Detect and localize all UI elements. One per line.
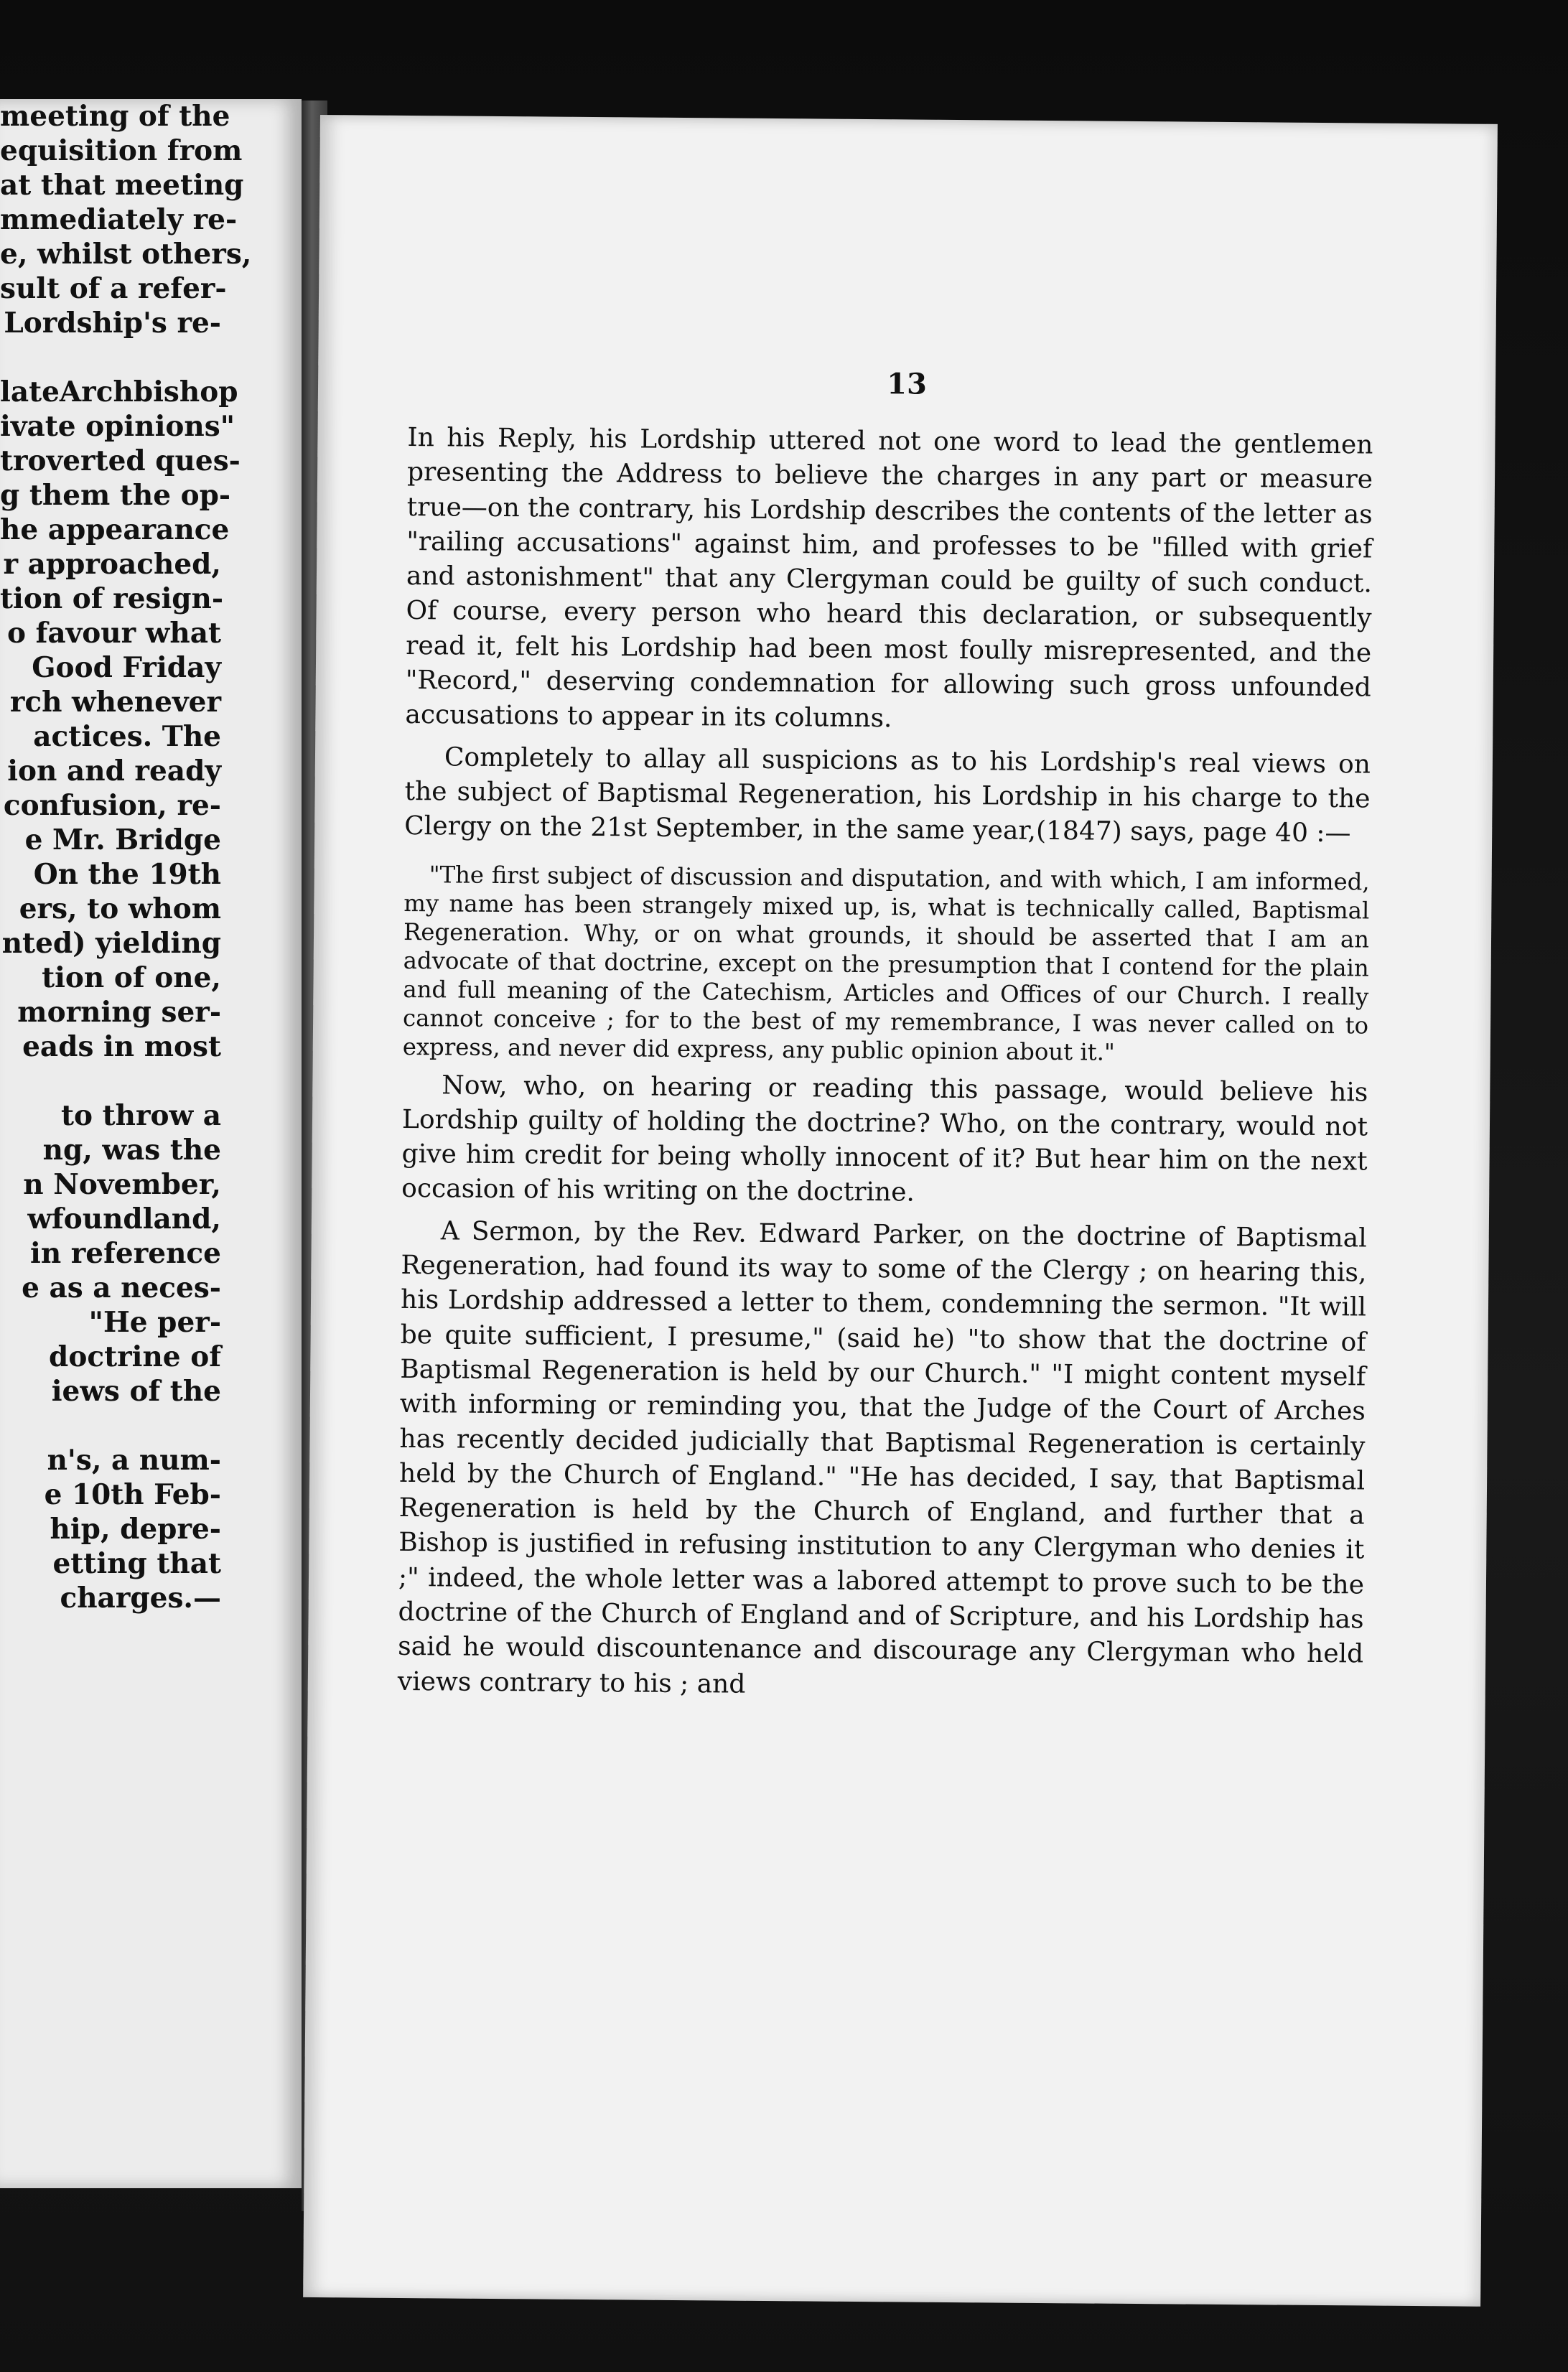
right-page <box>303 115 1498 2307</box>
left-fragment: tion of one, <box>42 961 221 994</box>
left-page <box>0 99 302 2188</box>
left-fragment: hip, depre- <box>50 1513 221 1546</box>
left-fragment: in reference <box>30 1237 221 1270</box>
left-fragment: eads in most <box>22 1030 221 1063</box>
left-fragment: Good Friday <box>32 651 221 684</box>
left-fragment: Lordship's re- <box>4 307 221 340</box>
left-fragment: On the 19th <box>33 858 221 891</box>
page-body <box>398 421 1373 1706</box>
left-fragment: meeting of the <box>0 100 230 133</box>
left-fragment: lateArchbishop <box>0 375 238 408</box>
left-fragment: troverted ques- <box>0 444 241 477</box>
left-fragment: ers, to whom <box>19 892 221 925</box>
block-quote-charge: "The first subject of discussion and disputation, and with which, I am informed, my name has been strangely mixed up, is, what is technically called, Baptismal Regeneration. Why, or on what grounds, it should be asserted that I am an advocate of that doctrine, except on the presumption that I contend for the plain and full meaning of the Catechism, Articles and Offices of our Church. I really cannot conceive ; for to the best of my remembrance, I was never called on to express, and never did express, any public opinion about it." <box>402 860 1370 1066</box>
left-fragment: e Mr. Bridge <box>24 823 221 856</box>
left-fragment: actices. The <box>33 720 221 753</box>
left-fragment: at that meeting <box>0 169 244 202</box>
left-fragment: he appearance <box>0 513 230 546</box>
left-fragment: doctrine of <box>49 1340 221 1373</box>
left-fragment: ion and ready <box>7 755 221 788</box>
left-fragment: charges.— <box>60 1582 221 1615</box>
left-fragment: ivate opinions" <box>0 410 235 443</box>
left-fragment: n November, <box>23 1168 221 1201</box>
left-fragment: o favour what <box>6 617 221 650</box>
left-fragment: etting that <box>52 1547 221 1580</box>
left-fragment: n's, a num- <box>47 1444 221 1477</box>
left-paragraph-gap <box>0 1409 302 1443</box>
paragraph-sermon: A Sermon, by the Rev. Edward Parker, on the doctrine of Baptismal Regeneration, had found its way to some of the Clergy ; on hearing this, his Lordship addressed a letter to them, condemning the sermon. "It will be quite sufficient, I presume," (said he) "to show that the doctrine of Baptismal Regeneration is held by our Church." "I might content myself with informing or reminding you, that the Judge of the Court of Arches has recently decided judicially that Baptismal Regeneration is certainly held by the Church of England." "He has decided, I say, that Baptismal Regeneration is held by the Church of England, and further that a Bishop is justified in refusing institution to any Clergyman who denies it ;" indeed, the whole letter was a labored attempt to prove such to be the doctrine of the Church of England and of Scripture, and his Lordship has said he would discountenance and discourage any Clergyman who held views contrary to his ; and <box>397 1216 1367 1699</box>
left-fragment: e, whilst others, <box>0 238 252 271</box>
left-page-text <box>0 99 302 1615</box>
left-fragment: equisition from <box>0 134 243 167</box>
paragraph-charge: Completely to allay all suspicions as to his Lordship's real views on the subject of Baptismal Regeneration, his Lordship in his charge to the Clergy on the 21st September, in the same year,(1847) says, page 40 :— <box>404 742 1371 849</box>
left-paragraph-gap <box>0 340 302 375</box>
page-number: 13 <box>887 367 928 401</box>
left-fragment: to throw a <box>61 1099 221 1132</box>
left-fragment: sult of a refer- <box>0 272 227 305</box>
paragraph-reply: In his Reply, his Lordship uttered not one word to lead the gentlemen presenting the Address to believe the charges in any part or measure true—on the contrary, his Lordship describes the contents of the letter as "railing accusations" against him, and professes to be "filled with grief and astonishment" that any Clergyman could be guilty of such conduct. Of course, every person who heard this declaration, or subsequently read it, felt his Lordship had been most foully misrepresented, and the "Record," deserving condemnation for allowing such gross unfounded accusations to appear in its columns. <box>405 422 1373 734</box>
left-fragment: mmediately re- <box>0 203 238 236</box>
left-fragment: nted) yielding <box>1 927 221 960</box>
left-fragment: tion of resign- <box>0 582 224 615</box>
left-fragment: e as a neces- <box>22 1271 221 1304</box>
paragraph-now-who: Now, who, on hearing or reading this passage, would believe his Lordship guilty of holding the doctrine? Who, on the contrary, would not give him credit for being wholly innocent of it? But hear him on the next occasion of his writing on the doctrine. <box>401 1070 1368 1208</box>
left-paragraph-gap <box>0 1064 302 1098</box>
left-fragment: wfoundland, <box>27 1203 221 1236</box>
left-fragment: g them the op- <box>0 479 231 512</box>
left-fragment: r approached, <box>3 548 221 581</box>
left-fragment: confusion, re- <box>3 789 221 822</box>
left-fragment: iews of the <box>51 1375 221 1408</box>
left-fragment: rch whenever <box>9 686 221 719</box>
left-fragment: e 10th Feb- <box>44 1478 221 1511</box>
left-fragment: "He per- <box>88 1306 221 1339</box>
left-fragment: morning ser- <box>17 996 221 1029</box>
left-fragment: ng, was the <box>42 1134 221 1167</box>
